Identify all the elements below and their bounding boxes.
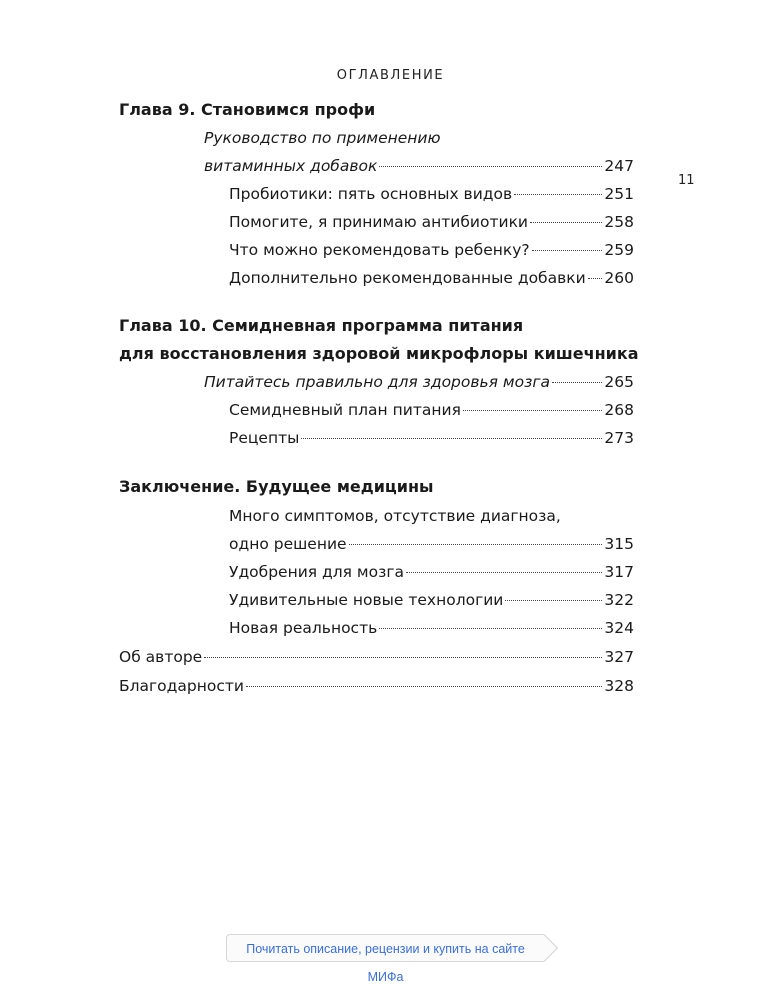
entry-label: Удобрения для мозга	[229, 563, 404, 581]
entry-label: Новая реальность	[229, 619, 378, 637]
dot-leader	[588, 278, 603, 279]
entry-page: 273	[604, 429, 634, 447]
entry-label: Благодарности	[119, 677, 244, 695]
toc-entry[interactable]	[229, 236, 634, 264]
entry-label: Дополнительно рекомендованные добавки	[229, 269, 586, 287]
entry-label: Рецепты	[229, 429, 300, 447]
toc-entry[interactable]	[229, 424, 634, 452]
toc-entry[interactable]	[229, 586, 634, 614]
toc-entry[interactable]	[229, 614, 634, 642]
entry-page: 324	[604, 619, 634, 637]
toc-entry[interactable]	[204, 368, 634, 396]
toc-entry[interactable]	[229, 180, 634, 208]
entry-label: Питайтесь правильно для здоровья мозга	[204, 373, 550, 391]
mif-store-link[interactable]: Почитать описание, рецензии и купить на сайте МИФа	[226, 934, 544, 962]
dot-leader	[532, 250, 603, 251]
entry-label: Что можно рекомендовать ребенку?	[229, 241, 530, 259]
toc-entry[interactable]	[229, 264, 634, 292]
page-number: 11	[678, 173, 695, 188]
toc-entry[interactable]	[229, 530, 634, 558]
dot-leader	[552, 382, 602, 383]
conclusion-title: Заключение. Будущее медицины	[119, 477, 434, 496]
entry-page: 328	[604, 677, 634, 695]
entry-label: Пробиотики: пять основных видов	[229, 185, 513, 203]
entry-label: Помогите, я принимаю антибиотики	[229, 213, 529, 231]
entry-page: 265	[604, 373, 634, 391]
entry-label: Об авторе	[119, 648, 203, 666]
entry-page: 260	[604, 269, 634, 287]
entry-page: 247	[604, 157, 634, 175]
toc-entry[interactable]	[229, 396, 634, 424]
toc-entry[interactable]	[119, 672, 634, 700]
dot-leader	[204, 657, 602, 658]
toc-entry[interactable]	[119, 643, 634, 671]
entry-page: 327	[604, 648, 634, 666]
dot-leader	[514, 194, 602, 195]
dot-leader	[379, 166, 602, 167]
entry-page: 315	[604, 535, 634, 553]
entry-page: 258	[604, 213, 634, 231]
section-line: Руководство по применению	[204, 129, 441, 147]
entry-label: одно решение	[229, 535, 347, 553]
dot-leader	[530, 222, 602, 223]
dot-leader	[349, 544, 603, 545]
dot-leader	[505, 600, 602, 601]
dot-leader	[463, 410, 603, 411]
toc-entry[interactable]	[229, 208, 634, 236]
entry-page: 322	[604, 591, 634, 609]
dot-leader	[246, 686, 602, 687]
entry-label: Удивительные новые технологии	[229, 591, 504, 609]
chapter-10-title-line2: для восстановления здоровой микрофлоры кишечника	[119, 344, 639, 363]
chapter-10-title: Глава 10. Семидневная программа питания	[119, 316, 524, 335]
dot-leader	[379, 628, 602, 629]
entry-label: витаминных добавок	[204, 157, 378, 175]
chapter-9-title: Глава 9. Становимся профи	[119, 100, 376, 119]
entry-label: Семидневный план питания	[229, 401, 461, 419]
entry-page: 259	[604, 241, 634, 259]
entry-page: 251	[604, 185, 634, 203]
toc-entry[interactable]	[229, 558, 634, 586]
dot-leader	[406, 572, 602, 573]
dot-leader	[301, 438, 602, 439]
entry-page: 317	[604, 563, 634, 581]
toc-heading: ОГЛАВЛЕНИЕ	[336, 68, 445, 83]
toc-entry[interactable]	[204, 152, 634, 180]
entry-page: 268	[604, 401, 634, 419]
section-line: Много симптомов, отсутствие диагноза,	[229, 507, 561, 525]
